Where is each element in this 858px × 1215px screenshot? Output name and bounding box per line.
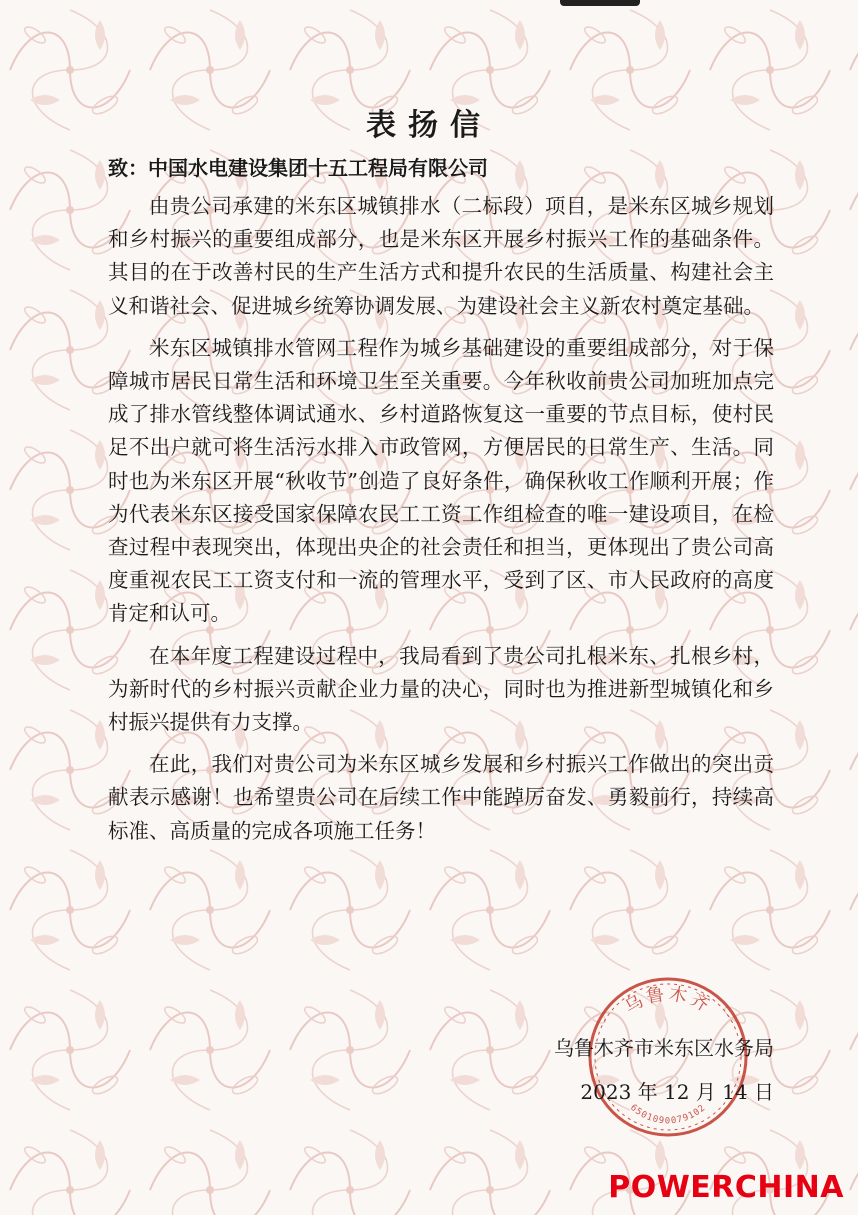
body-paragraph-3: 在本年度工程建设过程中，我局看到了贵公司扎根米东、扎根乡村，为新时代的乡村振兴贡献企业力量的决心，同时也为推进新型城镇化和乡村振兴提供有力支撑。 (108, 643, 774, 735)
powerchina-logo: POWERCHINA (608, 1170, 844, 1205)
svg-text:乌鲁木齐 (621, 983, 715, 1017)
signature-organization: 乌鲁木齐市米东区水务局 (554, 1036, 774, 1060)
svg-text:6501090079102 (628, 1103, 708, 1126)
body-paragraph-1: 由贵公司承建的米东区城镇排水（二标段）项目，是米东区城乡规划和乡村振兴的重要组成部分，也是米东区开展乡村振兴工作的基础条件。其目的在于改善村民的生产生活方式和提升农民的生活质量、构建社会主义和谐社会、促进城乡统筹协调发展、为建设社会主义新农村奠定基础。 (108, 194, 774, 318)
seal-number-text: 6501090079102 (628, 1102, 708, 1127)
signature-date: 2023 年 12 月 14 日 (580, 1080, 774, 1104)
scanner-edge-mark (560, 0, 640, 6)
letter-body (108, 190, 774, 857)
seal-top-text: 乌鲁木齐 (620, 983, 716, 1018)
body-paragraph-4: 在此，我们对贵公司为米东区城乡发展和乡村振兴工作做出的突出贡献表示感谢！也希望贵公司在后续工作中能踔厉奋发、勇毅前行，持续高标准、高质量的完成各项施工任务！ (108, 752, 774, 843)
letter-title: 表扬信 (366, 108, 492, 143)
body-paragraph-2: 米东区城镇排水管网工程作为城乡基础建设的重要组成部分，对于保障城市居民日常生活和环境卫生至关重要。今年秋收前贵公司加班加点完成了排水管线整体调试通水、乡村道路恢复这一重要的节点目标，使村民足不出户就可将生活污水排入市政管网，方便居民的日常生产、生活。同时也为米东区开展“秋收节”创造了良好条件，确保秋收工作顺利开展；作为代表米东区接受国家保障农民工工资工作组检查的唯一建设项目，在检查过程中表现突出，体现出央企的社会责任和担当，更体现出了贵公司高度重视农民工工资支付和一流的管理水平，受到了区、市人民政府的高度肯定和认可。 (108, 335, 774, 626)
letter-recipient: 致：中国水电建设集团十五工程局有限公司 (108, 156, 488, 180)
